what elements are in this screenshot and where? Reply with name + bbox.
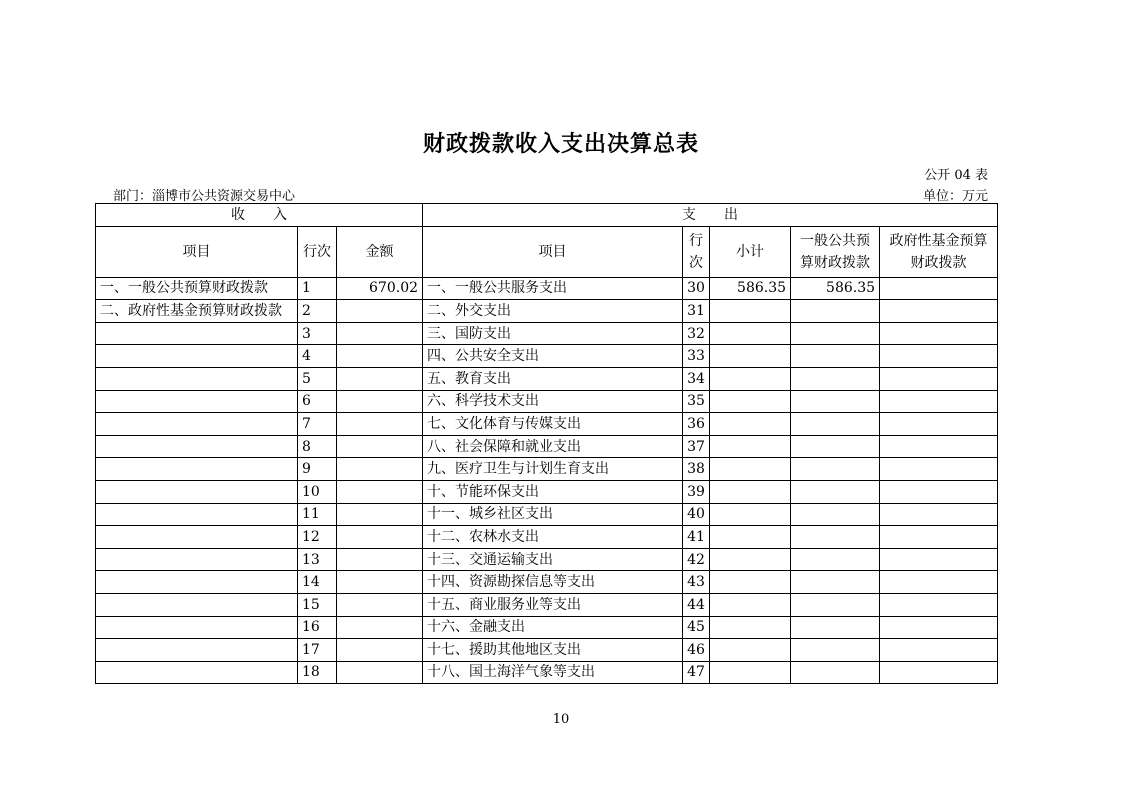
expense-item-cell: 十四、资源勘探信息等支出 (423, 571, 683, 594)
table-row (96, 322, 998, 345)
income-item-cell (96, 526, 298, 549)
income-amount-cell (337, 322, 423, 345)
gov-fund-cell (880, 277, 998, 300)
income-item-cell: 二、政府性基金预算财政拨款 (96, 300, 298, 323)
income-line-cell: 17 (298, 639, 337, 662)
gov-fund-cell (880, 548, 998, 571)
general-budget-cell (791, 345, 880, 368)
subtotal-cell (710, 458, 791, 481)
income-amount-cell (337, 390, 423, 413)
expense-item-cell: 六、科学技术支出 (423, 390, 683, 413)
income-line-cell: 3 (298, 322, 337, 345)
expense-line-cell: 44 (683, 593, 710, 616)
income-line-cell: 16 (298, 616, 337, 639)
table-row (96, 593, 998, 616)
income-item-header: 项目 (96, 226, 298, 277)
table-row (96, 571, 998, 594)
income-line-cell: 2 (298, 300, 337, 323)
expense-line-cell: 35 (683, 390, 710, 413)
income-amount-header: 金额 (337, 226, 423, 277)
subtotal-cell (710, 367, 791, 390)
income-amount-cell (337, 413, 423, 436)
expense-line-cell: 40 (683, 503, 710, 526)
expense-line-cell: 34 (683, 367, 710, 390)
expense-item-cell: 九、医疗卫生与计划生育支出 (423, 458, 683, 481)
general-budget-cell (791, 571, 880, 594)
expense-line-cell: 30 (683, 277, 710, 300)
expense-item-cell: 十二、农林水支出 (423, 526, 683, 549)
table-row (96, 616, 998, 639)
subtotal-cell (710, 435, 791, 458)
subtotal-cell: 586.35 (710, 277, 791, 300)
subtotal-cell (710, 639, 791, 662)
expense-line-cell: 47 (683, 661, 710, 684)
table-row (96, 277, 998, 300)
general-budget-cell (791, 661, 880, 684)
income-line-cell: 1 (298, 277, 337, 300)
expense-line-cell: 31 (683, 300, 710, 323)
table-row (96, 345, 998, 368)
table-row (96, 435, 998, 458)
subtotal-cell (710, 300, 791, 323)
general-budget-cell (791, 413, 880, 436)
gov-fund-cell (880, 661, 998, 684)
expense-item-cell: 一、一般公共服务支出 (423, 277, 683, 300)
income-amount-cell (337, 345, 423, 368)
income-amount-cell (337, 616, 423, 639)
subtotal-cell (710, 480, 791, 503)
income-line-cell: 13 (298, 548, 337, 571)
expense-line-cell: 42 (683, 548, 710, 571)
income-item-cell (96, 503, 298, 526)
expense-line-cell: 46 (683, 639, 710, 662)
income-amount-cell (337, 639, 423, 662)
subtotal-cell (710, 390, 791, 413)
income-amount-cell (337, 503, 423, 526)
gov-fund-cell (880, 639, 998, 662)
gov-fund-cell (880, 300, 998, 323)
general-budget-cell (791, 548, 880, 571)
income-item-cell (96, 458, 298, 481)
table-row (96, 526, 998, 549)
general-budget-cell (791, 639, 880, 662)
income-line-cell: 11 (298, 503, 337, 526)
expense-item-cell: 五、教育支出 (423, 367, 683, 390)
gov-fund-cell (880, 526, 998, 549)
income-amount-cell (337, 548, 423, 571)
income-line-cell: 12 (298, 526, 337, 549)
general-budget-cell (791, 435, 880, 458)
subtotal-header: 小计 (710, 226, 791, 277)
income-line-cell: 7 (298, 413, 337, 436)
income-item-cell (96, 480, 298, 503)
general-budget-cell (791, 526, 880, 549)
income-amount-cell (337, 526, 423, 549)
header-row-columns (96, 226, 998, 277)
income-line-cell: 8 (298, 435, 337, 458)
gov-fund-header: 政府性基金预算财政拨款 (880, 226, 998, 277)
general-budget-cell (791, 616, 880, 639)
gov-fund-cell (880, 480, 998, 503)
gov-fund-cell (880, 413, 998, 436)
income-item-cell (96, 413, 298, 436)
general-budget-cell (791, 458, 880, 481)
income-line-cell: 9 (298, 458, 337, 481)
income-item-cell (96, 548, 298, 571)
subtotal-cell (710, 616, 791, 639)
table-row (96, 503, 998, 526)
gov-fund-cell (880, 390, 998, 413)
income-section-header: 收 入 (96, 204, 423, 227)
general-budget-cell (791, 300, 880, 323)
expense-item-cell: 十六、金融支出 (423, 616, 683, 639)
header-row-sections (96, 204, 998, 227)
expense-item-cell: 十三、交通运输支出 (423, 548, 683, 571)
gov-fund-cell (880, 458, 998, 481)
table-row (96, 480, 998, 503)
expense-line-cell: 38 (683, 458, 710, 481)
table-row (96, 413, 998, 436)
budget-summary-table (95, 203, 998, 684)
department-label: 部门：淄博市公共资源交易中心 (113, 189, 296, 204)
income-item-cell (96, 593, 298, 616)
gov-fund-cell (880, 593, 998, 616)
subtotal-cell (710, 571, 791, 594)
subtotal-cell (710, 503, 791, 526)
expense-item-cell: 二、外交支出 (423, 300, 683, 323)
income-line-cell: 4 (298, 345, 337, 368)
income-line-header: 行次 (298, 226, 337, 277)
expense-line-cell: 45 (683, 616, 710, 639)
income-amount-cell (337, 480, 423, 503)
table-row (96, 548, 998, 571)
expense-line-cell: 32 (683, 322, 710, 345)
table-row (96, 458, 998, 481)
income-item-cell (96, 639, 298, 662)
income-line-cell: 14 (298, 571, 337, 594)
subtotal-cell (710, 661, 791, 684)
gov-fund-cell (880, 503, 998, 526)
income-item-cell (96, 367, 298, 390)
income-line-cell: 6 (298, 390, 337, 413)
form-number: 公开 04 表 (924, 168, 988, 183)
income-line-cell: 15 (298, 593, 337, 616)
expense-line-cell: 41 (683, 526, 710, 549)
subtotal-cell (710, 526, 791, 549)
gov-fund-cell (880, 616, 998, 639)
expense-item-cell: 三、国防支出 (423, 322, 683, 345)
general-budget-cell (791, 503, 880, 526)
income-line-cell: 18 (298, 661, 337, 684)
expense-line-cell: 39 (683, 480, 710, 503)
subtotal-cell (710, 345, 791, 368)
income-amount-cell (337, 571, 423, 594)
expense-section-header: 支 出 (423, 204, 998, 227)
income-item-cell: 一、一般公共预算财政拨款 (96, 277, 298, 300)
expense-line-header: 行次 (683, 226, 710, 277)
expense-item-cell: 十五、商业服务业等支出 (423, 593, 683, 616)
table-row (96, 639, 998, 662)
income-amount-cell (337, 458, 423, 481)
income-amount-cell (337, 661, 423, 684)
gov-fund-cell (880, 345, 998, 368)
expense-line-cell: 36 (683, 413, 710, 436)
subtotal-cell (710, 548, 791, 571)
expense-item-cell: 十、节能环保支出 (423, 480, 683, 503)
income-line-cell: 5 (298, 367, 337, 390)
income-item-cell (96, 390, 298, 413)
subtotal-cell (710, 593, 791, 616)
income-amount-cell (337, 300, 423, 323)
income-amount-cell (337, 367, 423, 390)
table-row (96, 661, 998, 684)
income-item-cell (96, 345, 298, 368)
general-budget-header: 一般公共预算财政拨款 (791, 226, 880, 277)
expense-item-cell: 四、公共安全支出 (423, 345, 683, 368)
general-budget-cell (791, 480, 880, 503)
income-item-cell (96, 661, 298, 684)
expense-line-cell: 43 (683, 571, 710, 594)
expense-item-header: 项目 (423, 226, 683, 277)
expense-item-cell: 八、社会保障和就业支出 (423, 435, 683, 458)
income-amount-cell (337, 593, 423, 616)
general-budget-cell (791, 367, 880, 390)
subtotal-cell (710, 413, 791, 436)
general-budget-cell (791, 593, 880, 616)
income-item-cell (96, 571, 298, 594)
page-number: 10 (552, 712, 570, 727)
subtotal-cell (710, 322, 791, 345)
gov-fund-cell (880, 571, 998, 594)
expense-line-cell: 37 (683, 435, 710, 458)
income-item-cell (96, 322, 298, 345)
expense-item-cell: 十一、城乡社区支出 (423, 503, 683, 526)
general-budget-cell (791, 390, 880, 413)
expense-item-cell: 七、文化体育与传媒支出 (423, 413, 683, 436)
general-budget-cell: 586.35 (791, 277, 880, 300)
gov-fund-cell (880, 435, 998, 458)
unit-label: 单位：万元 (922, 189, 988, 204)
table-row (96, 390, 998, 413)
table-row (96, 300, 998, 323)
income-item-cell (96, 616, 298, 639)
income-line-cell: 10 (298, 480, 337, 503)
table-row (96, 367, 998, 390)
gov-fund-cell (880, 367, 998, 390)
expense-line-cell: 33 (683, 345, 710, 368)
general-budget-cell (791, 322, 880, 345)
gov-fund-cell (880, 322, 998, 345)
income-item-cell (96, 435, 298, 458)
page-title: 财政拨款收入支出决算总表 (422, 131, 699, 157)
income-amount-cell: 670.02 (337, 277, 423, 300)
expense-item-cell: 十八、国土海洋气象等支出 (423, 661, 683, 684)
expense-item-cell: 十七、援助其他地区支出 (423, 639, 683, 662)
income-amount-cell (337, 435, 423, 458)
